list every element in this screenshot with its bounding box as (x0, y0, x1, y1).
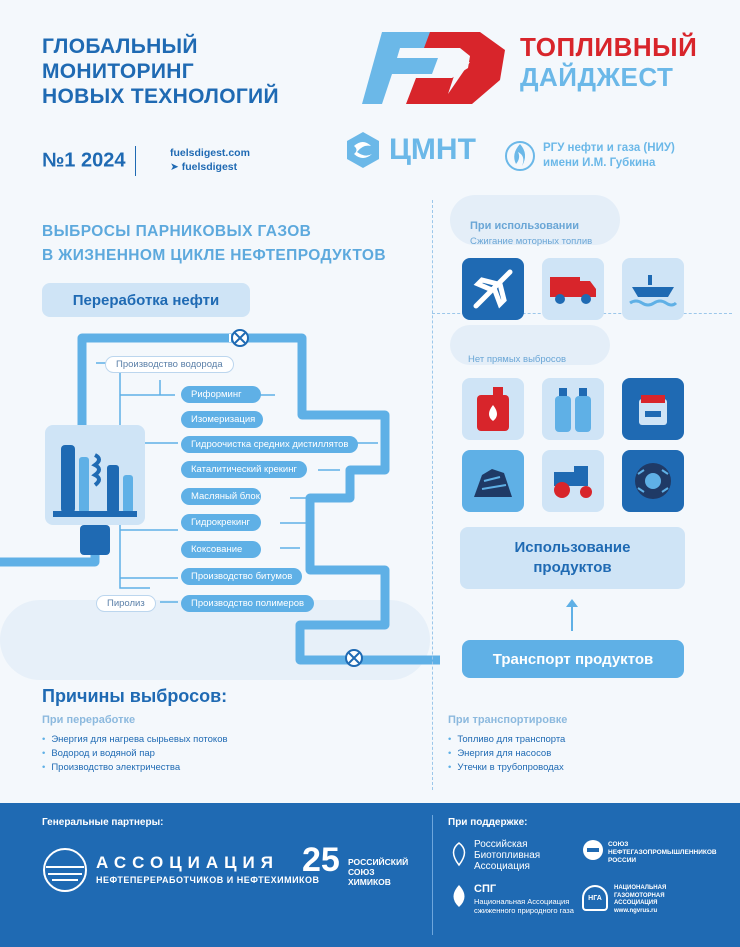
union-icon (582, 839, 604, 861)
usage-box (460, 527, 685, 589)
process-hydrotreating: Гидроочистка средних дистиллятов (181, 436, 358, 453)
refining-label: Переработка нефти (42, 283, 250, 317)
spg-line-1: Национальная Ассоциация (474, 897, 570, 906)
tractor-icon (542, 450, 604, 512)
process-coking: Коксование (181, 541, 261, 558)
chem-number: 25 (302, 841, 340, 879)
spg-assoc (474, 897, 574, 915)
nga-site[interactable]: www.ngvrus.ru (614, 907, 658, 914)
list-item: • Водород и водяной пар (42, 747, 228, 761)
nga-line-3: АССОЦИАЦИЯ (614, 900, 658, 906)
brand-name (520, 32, 697, 92)
processing-list (42, 733, 228, 775)
transport-box: Транспорт продуктов (462, 640, 684, 678)
union-line-2: НЕФТЕГАЗОПРОМЫШЛЕННИКОВ (608, 849, 717, 856)
telegram-icon: ➤ (170, 161, 182, 173)
cmnt-logo (345, 132, 476, 168)
ship-icon (622, 258, 684, 320)
assoc-name: АССОЦИАЦИЯ (96, 853, 279, 872)
infographic-title-line-2: В ЖИЗНЕННОМ ЦИКЛЕ НЕФТЕПРОДУКТОВ (42, 247, 386, 264)
leaf-icon (448, 841, 470, 867)
spg-label: СПГ (474, 883, 497, 895)
title-line-3: НОВЫХ ТЕХНОЛОГИЙ (42, 85, 279, 108)
chem-line-2: СОЮЗ (348, 867, 375, 877)
brand-line-1: ТОПЛИВНЫЙ (520, 32, 698, 62)
chem-line-3: ХИМИКОВ (348, 877, 391, 887)
union-line-1: СОЮЗ (608, 841, 629, 848)
chem-union (348, 857, 408, 887)
use-subtitle: Сжигание моторных топлив (470, 236, 593, 247)
paint-bucket-icon (622, 378, 684, 440)
refinery-icon (45, 425, 145, 525)
no-emissions-label: Нет прямых выбросов (468, 354, 567, 365)
usage-line-2: продуктов (533, 559, 612, 576)
process-oil-block: Масляный блок (181, 488, 261, 505)
rgu-line-2: имени И.М. Губкина (543, 157, 656, 169)
arrow-up-icon (564, 597, 580, 633)
list-item: • Энергия для насосов (448, 747, 565, 761)
processing-title: При переработке (42, 714, 136, 726)
contacts (170, 146, 250, 174)
airplane-icon (462, 258, 524, 320)
bio-line-2: Биотопливная (474, 850, 541, 861)
tire-icon (622, 450, 684, 512)
drop-icon (448, 883, 470, 909)
process-pyrolysis: Пиролиз (96, 595, 156, 612)
list-item: • Энергия для нагрева сырьевых потоков (42, 733, 228, 747)
nga-line-2: ГАЗОМОТОРНАЯ (614, 892, 665, 899)
footer-divider (432, 815, 433, 935)
site-link[interactable]: fuelsdigest.com (170, 147, 250, 159)
globe-icon (42, 847, 88, 893)
brand-line-2: ДАЙДЖЕСТ (520, 62, 674, 92)
process-catalytic-cracking: Каталитический крекинг (181, 461, 307, 478)
spg-line-2: сжиженного природного газа (474, 906, 574, 915)
bio-assoc (474, 839, 540, 872)
bio-line-3: Ассоциация (474, 861, 530, 872)
infographic-title-line-1: ВЫБРОСЫ ПАРНИКОВЫХ ГАЗОВ (42, 223, 312, 240)
list-item: • Производство электричества (42, 761, 228, 775)
process-hydrogen: Производство водорода (105, 356, 234, 373)
usage-line-1: Использование (514, 539, 631, 556)
asphalt-icon (462, 450, 524, 512)
list-item: • Утечки в трубопроводах (448, 761, 565, 775)
cmnt-icon (345, 132, 381, 168)
fd-logo (360, 30, 510, 110)
partners-title: Генеральные партнеры: (42, 817, 164, 828)
nga-logo: НГА (582, 885, 608, 911)
chem-line-1: РОССИЙСКИЙ (348, 857, 409, 867)
divider (432, 200, 433, 790)
bottles-icon (542, 378, 604, 440)
union-assoc (608, 841, 717, 865)
union-line-3: РОССИИ (608, 857, 637, 864)
truck-icon (542, 258, 604, 320)
process-reforming: Риформинг (181, 386, 261, 403)
title-line-1: ГЛОБАЛЬНЫЙ (42, 35, 198, 58)
use-title: При использовании (470, 220, 579, 232)
refinery-box (45, 425, 145, 525)
nga-line-1: НАЦИОНАЛЬНАЯ (614, 885, 667, 891)
title-line-2: МОНИТОРИНГ (42, 60, 194, 83)
reasons-title: Причины выбросов: (42, 686, 228, 706)
support-title: При поддержке: (448, 817, 528, 828)
process-polymers: Производство полимеров (181, 595, 314, 612)
canister-icon (462, 378, 524, 440)
telegram-link[interactable] (170, 160, 250, 174)
transport-list (448, 733, 565, 775)
footer (0, 803, 740, 947)
refinery-base (80, 525, 110, 555)
telegram-text: fuelsdigest (181, 161, 238, 173)
header-title (42, 34, 342, 109)
process-isomerization: Изомеризация (181, 411, 263, 428)
rgu-line-1: РГУ нефти и газа (НИУ) (543, 142, 675, 154)
flame-icon (505, 138, 535, 174)
cmnt-text: ЦМНТ (389, 133, 476, 166)
transport-title: При транспортировке (448, 714, 568, 726)
issue-text: №1 2024 (42, 149, 126, 172)
issue-number (42, 146, 146, 176)
bio-line-1: Российская (474, 839, 528, 850)
process-hydrocracking: Гидрокрекинг (181, 514, 261, 531)
infographic-title (42, 220, 386, 268)
process-bitumen: Производство битумов (181, 568, 302, 585)
rgu-logo (505, 138, 675, 174)
assoc-subtitle: НЕФТЕПЕРЕРАБОТЧИКОВ И НЕФТЕХИМИКОВ (96, 875, 320, 885)
list-item: • Топливо для транспорта (448, 733, 565, 747)
nga-assoc (614, 885, 666, 915)
